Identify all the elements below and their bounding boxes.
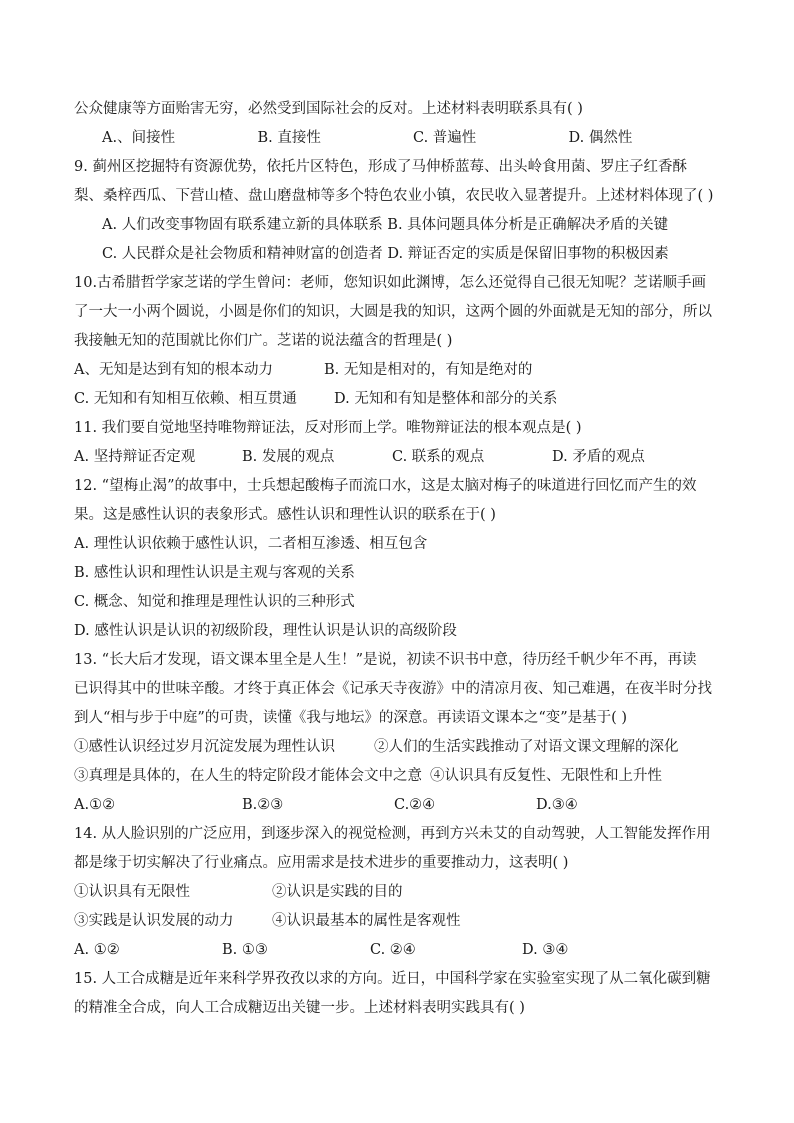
statement-1: ①认识具有无限性 [74, 884, 190, 900]
question-10-options-cd [74, 385, 724, 414]
question-8-options [74, 124, 724, 153]
option-b: B. 无知是相对的，有知是绝对的 [324, 362, 533, 378]
option-c: C. 联系的观点 [392, 449, 485, 465]
option-b: B. 直接性 [257, 130, 321, 146]
option-d: D. 矛盾的观点 [552, 449, 645, 465]
question-9-line-1: 9. 蓟州区挖掘特有资源优势，依托片区特色，形成了马伸桥蓝莓、出头岭食用菌、罗庄子红香酥 [74, 159, 687, 175]
question-12-option-c: C. 概念、知觉和推理是理性认识的三种形式 [74, 594, 355, 610]
question-14-options [74, 936, 724, 965]
question-13-line-2: 已识得其中的世味辛酸。才终于真正体会《记承天寺夜游》中的清凉月夜、知己难遇，在夜半时分找 [74, 681, 712, 697]
question-13-options [74, 791, 724, 820]
option-a: A.①② [74, 797, 116, 813]
question-10-line-1: 10.古希腊哲学家芝诺的学生曾问：老师，您知识如此渊博，怎么还觉得自己很无知呢？芝诺顺手画 [74, 275, 707, 291]
statement-3: ③真理是具体的，在人生的特定阶段才能体会文中之意 [74, 768, 422, 784]
question-9-options-ab: A. 人们改变事物固有联系建立新的具体联系 B. 具体问题具体分析是正确解决矛盾的关键 [102, 217, 669, 233]
question-13-line-1: 13. “长大后才发现，语文课本里全是人生！”是说，初读不识书中意，待历经千帆少年不再，再读 [74, 652, 697, 668]
question-8-tail: 公众健康等方面贻害无穷，必然受到国际社会的反对。上述材料表明联系具有( ) [74, 101, 583, 117]
option-d: D. ③④ [522, 942, 569, 958]
option-c: C. ②④ [370, 942, 416, 958]
question-14-line-2: 都是缘于切实解决了行业痛点。应用需求是技术进步的重要推动力，这表明( ) [74, 855, 569, 871]
question-13-statements-12 [74, 733, 724, 762]
statement-1: ①感性认识经过岁月沉淀发展为理性认识 [74, 739, 335, 755]
question-12-option-a: A. 理性认识依赖于感性认识，二者相互渗透、相互包含 [74, 536, 428, 552]
question-12-line-1: 12. “望梅止渴”的故事中，士兵想起酸梅子而流口水，这是太脑对梅子的味道进行回忆而产生的效 [74, 478, 697, 494]
question-11-options [74, 443, 724, 472]
option-c: C.②④ [394, 797, 436, 813]
option-a: A、无知是达到有知的根本动力 [74, 362, 273, 378]
statement-4: ④认识最基本的属性是客观性 [272, 913, 461, 929]
option-d: D. 无知和有知是整体和部分的关系 [334, 391, 558, 407]
question-12-option-b: B. 感性认识和理性认识是主观与客观的关系 [74, 565, 355, 581]
question-12-line-2: 果。这是感性认识的表象形式。感性认识和理性认识的联系在于( ) [74, 507, 496, 523]
question-12-option-d: D. 感性认识是认识的初级阶段，理性认识是认识的高级阶段 [74, 623, 457, 639]
question-10-options-ab [74, 356, 724, 385]
question-10-line-3: 我接触无知的范围就比你们广。芝诺的说法蕴含的哲理是( ) [74, 333, 453, 349]
option-a: A.、间接性 [102, 130, 176, 146]
option-c: C. 普遍性 [413, 130, 477, 146]
option-d: D.③④ [536, 797, 578, 813]
question-14-line-1: 14. 从人脸识别的广泛应用，到逐步深入的视觉检测，再到方兴未艾的自动驾驶，人工智能发挥作用 [74, 826, 711, 842]
statement-4: ④认识具有反复性、无限性和上升性 [430, 768, 662, 784]
question-10-line-2: 了一大一小两个圆说，小圆是你们的知识，大圆是我的知识，这两个圆的外面就是无知的部分，所以 [74, 304, 712, 320]
statement-2: ②认识是实践的目的 [272, 884, 403, 900]
option-a: A. ①② [74, 942, 120, 958]
option-b: B. 发展的观点 [242, 449, 335, 465]
question-9-options-cd: C. 人民群众是社会物质和精神财富的创造者 D. 辩证否定的实质是保留旧事物的积极因素 [102, 246, 669, 262]
option-a: A. 坚持辩证否定观 [74, 449, 196, 465]
option-c: C. 无知和有知相互依赖、相互贯通 [74, 391, 297, 407]
question-14-statements-34 [74, 907, 724, 936]
statement-2: ②人们的生活实践推动了对语文课文理解的深化 [374, 739, 679, 755]
question-13-line-3: 到人“相与步于中庭”的可贵，读懂《我与地坛》的深意。再读语文课本之“变”是基于( ) [74, 710, 628, 726]
statement-3: ③实践是认识发展的动力 [74, 913, 234, 929]
option-d: D. 偶然性 [568, 130, 633, 146]
option-b: B.②③ [242, 797, 284, 813]
question-15-line-2: 的精准全合成，向人工合成糖迈出关键一步。上述材料表明实践具有( ) [74, 1000, 525, 1016]
question-13-statements-34 [74, 762, 724, 791]
question-9-line-2: 梨、桑梓西瓜、下营山楂、盘山磨盘柿等多个特色农业小镇，农民收入显著提升。上述材料体现了( ) [74, 188, 714, 204]
option-b: B. ①③ [222, 942, 268, 958]
question-15-line-1: 15. 人工合成糖是近年来科学界孜孜以求的方向。近日，中国科学家在实验室实现了从二氧化碳到糖 [74, 971, 711, 987]
question-11-line-1: 11. 我们要自觉地坚持唯物辩证法，反对形而上学。唯物辩证法的根本观点是( ) [74, 420, 582, 436]
question-14-statements-12 [74, 878, 724, 907]
